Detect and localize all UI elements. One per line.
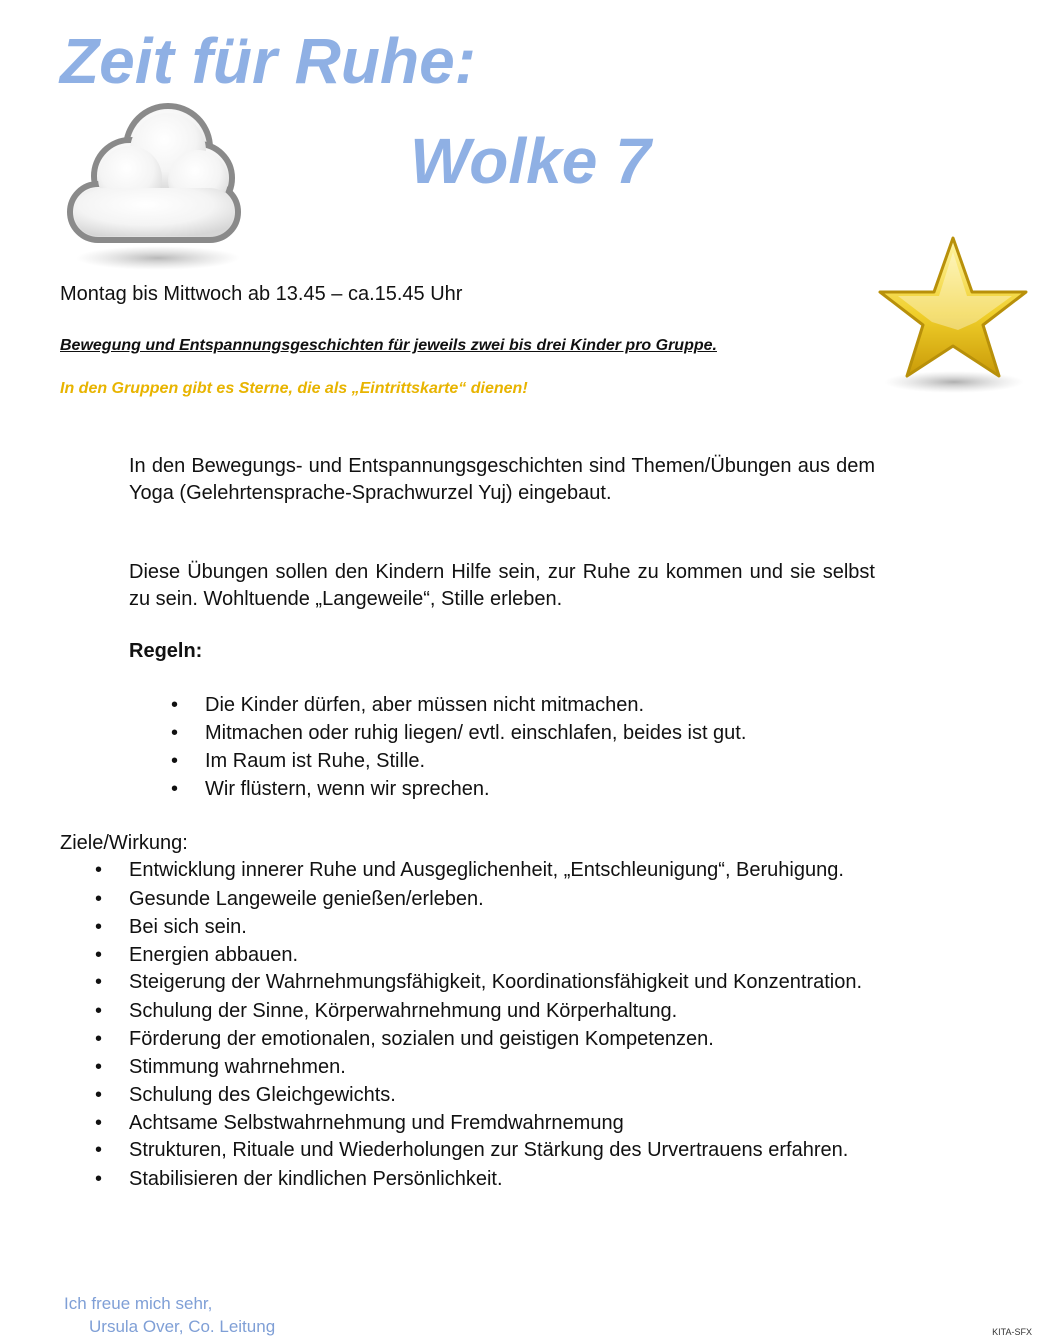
list-item: • Bei sich sein. bbox=[129, 913, 875, 941]
signature-name: Ursula Over, Co. Leitung bbox=[89, 1317, 276, 1336]
title-line-2: Wolke 7 bbox=[410, 125, 651, 197]
list-item: • Energien abbauen. bbox=[129, 941, 875, 969]
rules-heading: Regeln: bbox=[129, 640, 203, 662]
list-item: • Im Raum ist Ruhe, Stille. bbox=[205, 747, 885, 775]
signature-greeting: Ich freue mich sehr, bbox=[64, 1294, 213, 1313]
list-item: • Strukturen, Rituale und Wiederholungen zur Stärkung des Urvertrauens erfahren. bbox=[129, 1137, 875, 1165]
schedule-text: Montag bis Mittwoch ab 13.45 – ca.15.45 Uhr bbox=[60, 283, 463, 305]
rules-list bbox=[205, 691, 885, 803]
star-icon bbox=[872, 230, 1034, 400]
list-item: • Schulung des Gleichgewichts. bbox=[129, 1081, 875, 1109]
paragraph-purpose: Diese Übungen sollen den Kindern Hilfe sein, zur Ruhe zu kommen und sie selbst zu sein. Wohltuende „Langeweile“, Stille erleben. bbox=[129, 561, 875, 610]
list-item: • Wir flüstern, wenn wir sprechen. bbox=[205, 775, 885, 803]
subheading: Bewegung und Entspannungsgeschichten für jeweils zwei bis drei Kinder pro Gruppe. bbox=[60, 337, 717, 354]
title-line-1: Zeit für Ruhe: bbox=[60, 25, 476, 97]
cloud-icon bbox=[58, 96, 248, 276]
list-item: • Mitmachen oder ruhig liegen/ evtl. einschlafen, beides ist gut. bbox=[205, 719, 885, 747]
list-item: • Steigerung der Wahrnehmungsfähigkeit, Koordinationsfähigkeit und Konzentration. bbox=[129, 969, 875, 997]
list-item: • Schulung der Sinne, Körperwahrnehmung und Körperhaltung. bbox=[129, 997, 875, 1025]
list-item: • Achtsame Selbstwahrnehmung und Fremdwahrnemung bbox=[129, 1109, 875, 1137]
goals-list bbox=[129, 857, 875, 1193]
stars-note: In den Gruppen gibt es Sterne, die als „Eintrittskarte“ dienen! bbox=[60, 380, 528, 397]
list-item: • Stimmung wahrnehmen. bbox=[129, 1053, 875, 1081]
list-item: • Die Kinder dürfen, aber müssen nicht mitmachen. bbox=[205, 691, 885, 719]
list-item: • Förderung der emotionalen, sozialen und geistigen Kompetenzen. bbox=[129, 1025, 875, 1053]
paragraph-yoga: In den Bewegungs- und Entspannungsgeschichten sind Themen/Übungen aus dem Yoga (Gelehrtensprache-Sprachwurzel Yuj) eingebaut. bbox=[129, 455, 875, 504]
goals-heading: Ziele/Wirkung: bbox=[60, 832, 188, 854]
list-item: • Entwicklung innerer Ruhe und Ausgeglichenheit, „Entschleunigung“, Beruhigung. bbox=[129, 857, 875, 885]
list-item: • Gesunde Langeweile genießen/erleben. bbox=[129, 885, 875, 913]
list-item: • Stabilisieren der kindlichen Persönlichkeit. bbox=[129, 1165, 875, 1193]
footer-code: KITA-SFX bbox=[992, 1327, 1032, 1337]
